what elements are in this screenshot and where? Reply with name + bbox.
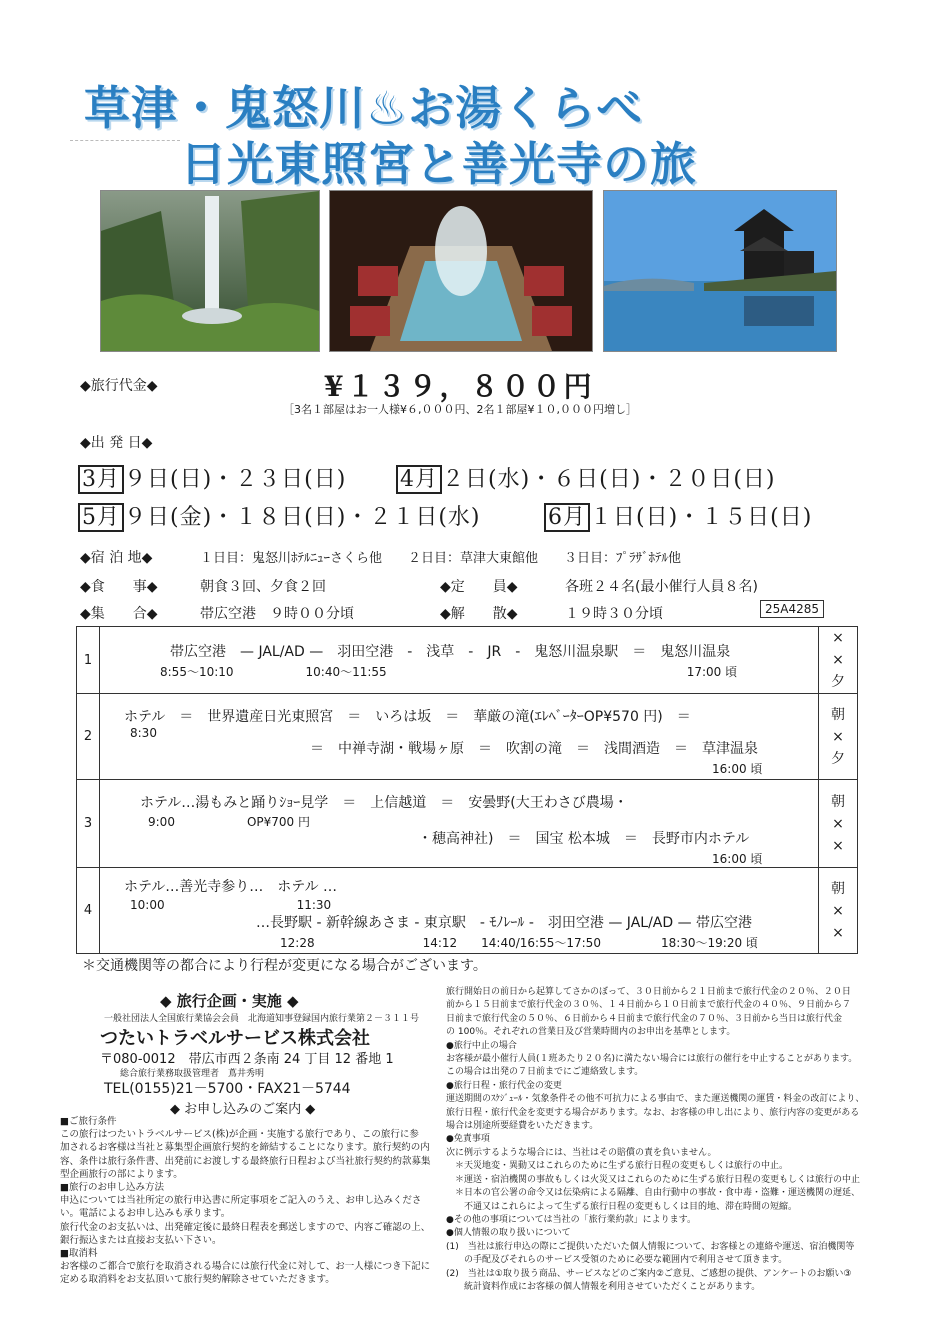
day-number: 2	[77, 694, 100, 780]
schedule-note: ＊交通機関等の都合により行程が変更になる場合がございます。	[82, 958, 487, 974]
route-line: ホテル…湯もみと踊りｼｮｰ見学 ＝ 上信越道 ＝ 安曇野(大王わさび農場・	[140, 795, 628, 811]
route-line: 帯広空港 — JAL/AD — 羽田空港 - 浅草 - JR - 鬼怒川温泉駅 ＝ 鬼怒川温泉	[170, 644, 731, 660]
route-times: 8:30	[130, 726, 157, 740]
tour-code: 25A4285	[760, 600, 824, 618]
dismiss-value: １９時３０分頃	[565, 606, 663, 622]
route-times: 12:28 14:12 14:40/16:55～17:50 18:30～19:20 頃	[280, 936, 758, 950]
travel-manager: 総合旅行業務取扱管理者 蔦井秀明	[120, 1069, 265, 1079]
contact-tel-fax: TEL(0155)21－5700・FAX21－5744	[104, 1081, 351, 1097]
title-line-2: 日光東照宮と善光寺の旅	[180, 137, 697, 191]
month-badge: 5月	[78, 503, 124, 532]
departure-row-2	[78, 500, 481, 531]
month-badge: 6月	[544, 503, 590, 532]
meals-label: ◆食 事◆	[80, 579, 158, 595]
table-row	[77, 627, 858, 694]
meet-value: 帯広空港 ９時００分頃	[200, 606, 354, 622]
departure-row-1b	[396, 462, 776, 493]
route-times: 16:00 頃	[712, 762, 763, 776]
route-times: 8:55～10:10 10:40～11:55 17:00 頃	[160, 665, 738, 679]
capacity-label: ◆定 員◆	[440, 579, 518, 595]
lodging-label: ◆宿 泊 地◆	[80, 550, 153, 566]
route-times: 9:00 OP¥700 円	[148, 815, 310, 829]
lodging-value: １日目：鬼怒川ﾎﾃﾙﾆｭｰさくら他 ２日目：草津大東館他 ３日目：ﾌﾟﾗｻﾞﾎﾃﾙ他	[200, 551, 682, 566]
meal-cell: 朝 × ×	[819, 780, 858, 868]
departure-label: ◆出 発 日◆	[80, 435, 153, 451]
table-row	[77, 694, 858, 780]
meet-label: ◆集 合◆	[80, 606, 158, 622]
fare-price: ¥１３９，８００円	[324, 370, 595, 403]
waterfall-photo	[100, 190, 320, 352]
company-address: 〒080-0012 帯広市西２条南 24 丁目 12 番地 1	[100, 1052, 394, 1067]
company-name: つたいトラベルサービス株式会社	[100, 1028, 370, 1049]
title-decoration	[70, 140, 180, 141]
departure-days: １日(日)・１５日(日)	[590, 505, 813, 530]
meal-cell: 朝 × ×	[819, 868, 858, 954]
route-line: ホテル ＝ 世界遺産日光東照宮 ＝ いろは坂 ＝ 華厳の滝(ｴﾚﾍﾞｰﾀｰOP¥570 円) ＝	[124, 709, 691, 725]
guide-heading: ◆ お申し込みのご案内 ◆	[170, 1102, 316, 1117]
hot-spring-yumomi-photo	[329, 190, 593, 352]
departure-row-1	[78, 462, 346, 493]
departure-days: ９日(日)・２３日(日)	[124, 467, 347, 492]
route-cell	[100, 694, 819, 780]
route-line: ・穂高神社) ＝ 国宝 松本城 ＝ 長野市内ホテル	[418, 831, 750, 847]
title-line-1: 草津・鬼怒川♨お湯くらべ	[84, 81, 644, 135]
day-number: 3	[77, 780, 100, 868]
departure-row-2b	[544, 500, 812, 531]
itinerary-table	[76, 626, 858, 954]
route-line: …長野駅 - 新幹線あさま - 東京駅 - ﾓﾉﾚｰﾙ - 羽田空港 — JAL/AD — 帯広空港	[256, 915, 753, 931]
route-cell	[100, 780, 819, 868]
route-line: ホテル…善光寺参り… ホテル …	[124, 879, 338, 895]
capacity-value: 各班２４名(最小催行人員８名)	[565, 579, 758, 595]
departure-days: ９日(金)・１８日(日)・２１日(水)	[124, 505, 481, 530]
organizer-association: 一般社団法人全国旅行業協会会員 北海道知事登録国内旅行業第２－３１１号	[104, 1014, 420, 1024]
terms-left: ■ご旅行条件 この旅行はつたいトラベルサービス(株)が企画・実施する旅行であり、この旅行に参 加されるお客様は当社と募集型企画旅行契約を締結することになります。旅行契約の内 容、条件は旅行条件書、出発前にお渡しする最終旅行日程および当社旅行契約約款募集 型企画旅行の部によります。 ■旅行のお申し込み方法 申込については当社所定の旅行申込書に所定事項をご記入のうえ、お申し込みくださ い。電話によるお申し込みも承ります。 旅行代金のお支払いは、出発確定後に最終日程表を郵送しますので、内容ご確認の上、 銀行振込または直接お支払い下さい。 ■取消料 お客様のご都合で旅行を取消される場合には旅行代金に対して、お一人様につき下記に 定める取消料をお支払頂いて旅行契約解除させていただきます。	[60, 1116, 431, 1286]
fare-note: ［3名１部屋はお一人様¥６,０００円、2名１部屋¥１０,０００円増し］	[283, 403, 637, 416]
organizer-heading: ◆ 旅行企画・実施 ◆	[160, 992, 299, 1010]
route-times: 10:00 11:30	[130, 898, 332, 912]
meals-value: 朝食３回、夕食２回	[200, 579, 326, 595]
day-number: 1	[77, 627, 100, 694]
dismiss-label: ◆解 散◆	[440, 606, 518, 622]
day-number: 4	[77, 868, 100, 954]
month-badge: 4月	[396, 465, 442, 494]
month-badge: 3月	[78, 465, 124, 494]
terms-right: 旅行開始日の前日から起算してさかのぼって、３０日前から２１日前まで旅行代金の２０％、２０日 前から１５日前まで旅行代金の３０％、１４日前から１０日前まで旅行代金の４０％、９日前から７ 日前まで旅行代金の５０％、６日前から４日前まで旅行代金の７０％、３日前から当日は旅行代金 の 100％。それぞれの営業日及び営業時間内のお申出を基準とします。 ●旅行中止の場合 お客様が最小催行人員(１班あたり２０名)に満たない場合には旅行の催行を中止することがあります。 この場合は出発の７日前までにご連絡致します。 ●旅行日程・旅行代金の変更 運送期間のｽｹｼﾞｭｰﾙ・気象条件その他不可抗力による事由で、また運送機関の運賃・料金の改訂により、 旅行日程・旅行代金を変更する場合があります。なお、お客様の申し出により、旅行内容の変更がある 場合は別途所要経費をいただきます。 ●免責事項 次に例示するような場合には、当社はその賠償の責を負いません。 ＊天災地変・異動又はこれらのために生ずる旅行日程の変更もしくは旅行の中止。 ＊運送・宿泊機関の事故もしくは火災又はこれらのために生ずる旅行日程の変更もしくは旅行の中止 ＊日本の官公署の命令又は伝染病による隔離、自由行動中の事故・食中毒・盗難・運送機関の遅延、 不通又はこれらによって生ずる旅行日程の変更もしくは目的地、滞在時間の短縮。 ●その他の事項については当社の「旅行業約款」によります。 ●個人情報の取り扱いについて (1) 当社は旅行申込の際にご提供いただいた個人情報について、お客様との連絡や運送、宿泊機関等 の手配及びそれらのサービス受領のために必要な範囲内で利用させて頂きます。 (2) 当社は①取り扱う商品、サービスなどのご案内②ご意見、ご感想の提供、アンケートのお願い③ 統計資料作成にお客様の個人情報を利用させていただくことがあります。	[446, 987, 865, 1292]
route-cell	[100, 868, 819, 954]
meal-cell: × × 夕	[819, 627, 858, 694]
table-row	[77, 780, 858, 868]
fare-label: ◆旅行代金◆	[80, 378, 158, 394]
route-line: ＝ 中禅寺湖・戦場ヶ原 ＝ 吹割の滝 ＝ 浅間酒造 ＝ 草津温泉	[310, 741, 758, 757]
table-row	[77, 868, 858, 954]
route-times: 16:00 頃	[712, 852, 763, 866]
departure-days: ２日(水)・６日(日)・２０日(日)	[442, 467, 776, 492]
meal-cell: 朝 × 夕	[819, 694, 858, 780]
matsumoto-castle-photo	[603, 190, 837, 352]
route-cell	[100, 627, 819, 694]
